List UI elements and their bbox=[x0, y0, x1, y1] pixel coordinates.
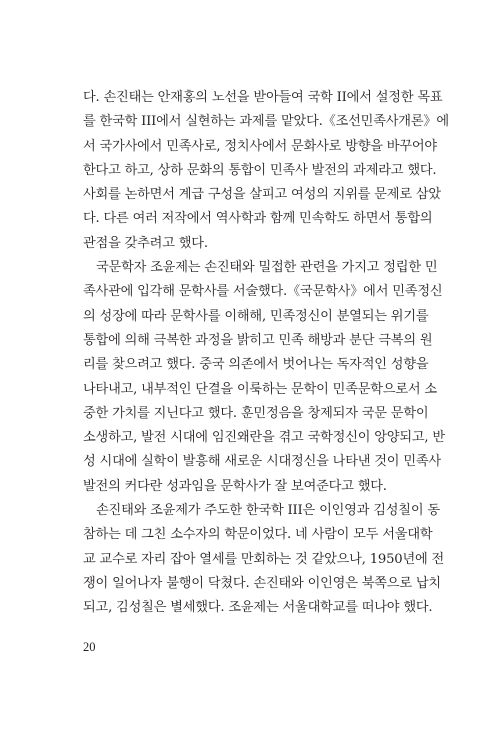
paragraph-1 bbox=[83, 86, 449, 256]
text-line: 쟁이 일어나자 불행이 닥쳤다. 손진태와 이인영은 북쪽으로 납치 bbox=[83, 575, 441, 591]
text-line: 를 한국학 III에서 실현하는 과제를 맡았다.《조선민족사개론》에 bbox=[83, 114, 449, 130]
text-line: 발전의 커다란 성과임을 문학사가 잘 보여준다고 했다. bbox=[83, 478, 387, 494]
text-line: 소생하고, 발전 시대에 임진왜란을 겪고 국학정신이 앙양되고, 반 bbox=[83, 430, 445, 446]
text-line: 다. 손진태는 안재홍의 노선을 받아들여 국학 II에서 설정한 목표 bbox=[83, 90, 443, 105]
text-line: 족사관에 입각해 문학사를 서술했다.《국문학사》에서 민족정신 bbox=[83, 284, 443, 300]
text-line: 서 국가사에서 민족사로, 정치사에서 문화사로 방향을 바꾸어야 bbox=[83, 138, 437, 154]
text-line: 의 성장에 따라 문학사를 이해해, 민족정신이 분열되는 위기를 bbox=[83, 308, 429, 324]
text-line: 참하는 데 그친 소수자의 학문이었다. 네 사람이 모두 서울대학 bbox=[83, 527, 433, 543]
paragraph-2 bbox=[83, 256, 445, 499]
text-line: 국문학자 조윤제는 손진태와 밀접한 관련을 가지고 정립한 민 bbox=[96, 260, 438, 276]
text-line: 한다고 하고, 상하 문화의 통합이 민족사 발전의 과제라고 했다. bbox=[83, 162, 437, 178]
text-line: 손진태와 조윤제가 주도한 한국학 III은 이인영과 김성칠이 동 bbox=[96, 503, 440, 519]
paragraph-3 bbox=[83, 499, 445, 620]
text-line: 관점을 갖추려고 했다. bbox=[83, 235, 208, 251]
text-line: 리를 찾으려고 했다. 중국 의존에서 벗어나는 독자적인 성향을 bbox=[83, 357, 429, 373]
text-line: 되고, 김성칠은 별세했다. 조윤제는 서울대학교를 떠나야 했다. bbox=[83, 600, 433, 616]
page-number: 20 bbox=[83, 640, 96, 654]
text-line: 교 교수로 자리 잡아 열세를 만회하는 것 같았으나, 1950년에 전 bbox=[83, 551, 445, 567]
body-text bbox=[83, 86, 449, 621]
text-line: 다. 다른 여러 저작에서 역사학과 함께 민속학도 하면서 통합의 bbox=[83, 211, 433, 227]
text-line: 중한 가치를 지닌다고 했다. 훈민정음을 창제되자 국문 문학이 bbox=[83, 405, 429, 421]
text-line: 사회를 논하면서 계급 구성을 살피고 여성의 지위를 문제로 삼았 bbox=[83, 187, 441, 203]
text-line: 성 시대에 실학이 발흥해 새로운 시대정신을 나타낸 것이 민족사 bbox=[83, 454, 441, 470]
text-line: 통합에 의해 극복한 과정을 밝히고 민족 해방과 분단 극복의 원 bbox=[83, 332, 433, 348]
text-line: 나타내고, 내부적인 단결을 이룩하는 문학이 민족문학으로서 소 bbox=[83, 381, 437, 397]
